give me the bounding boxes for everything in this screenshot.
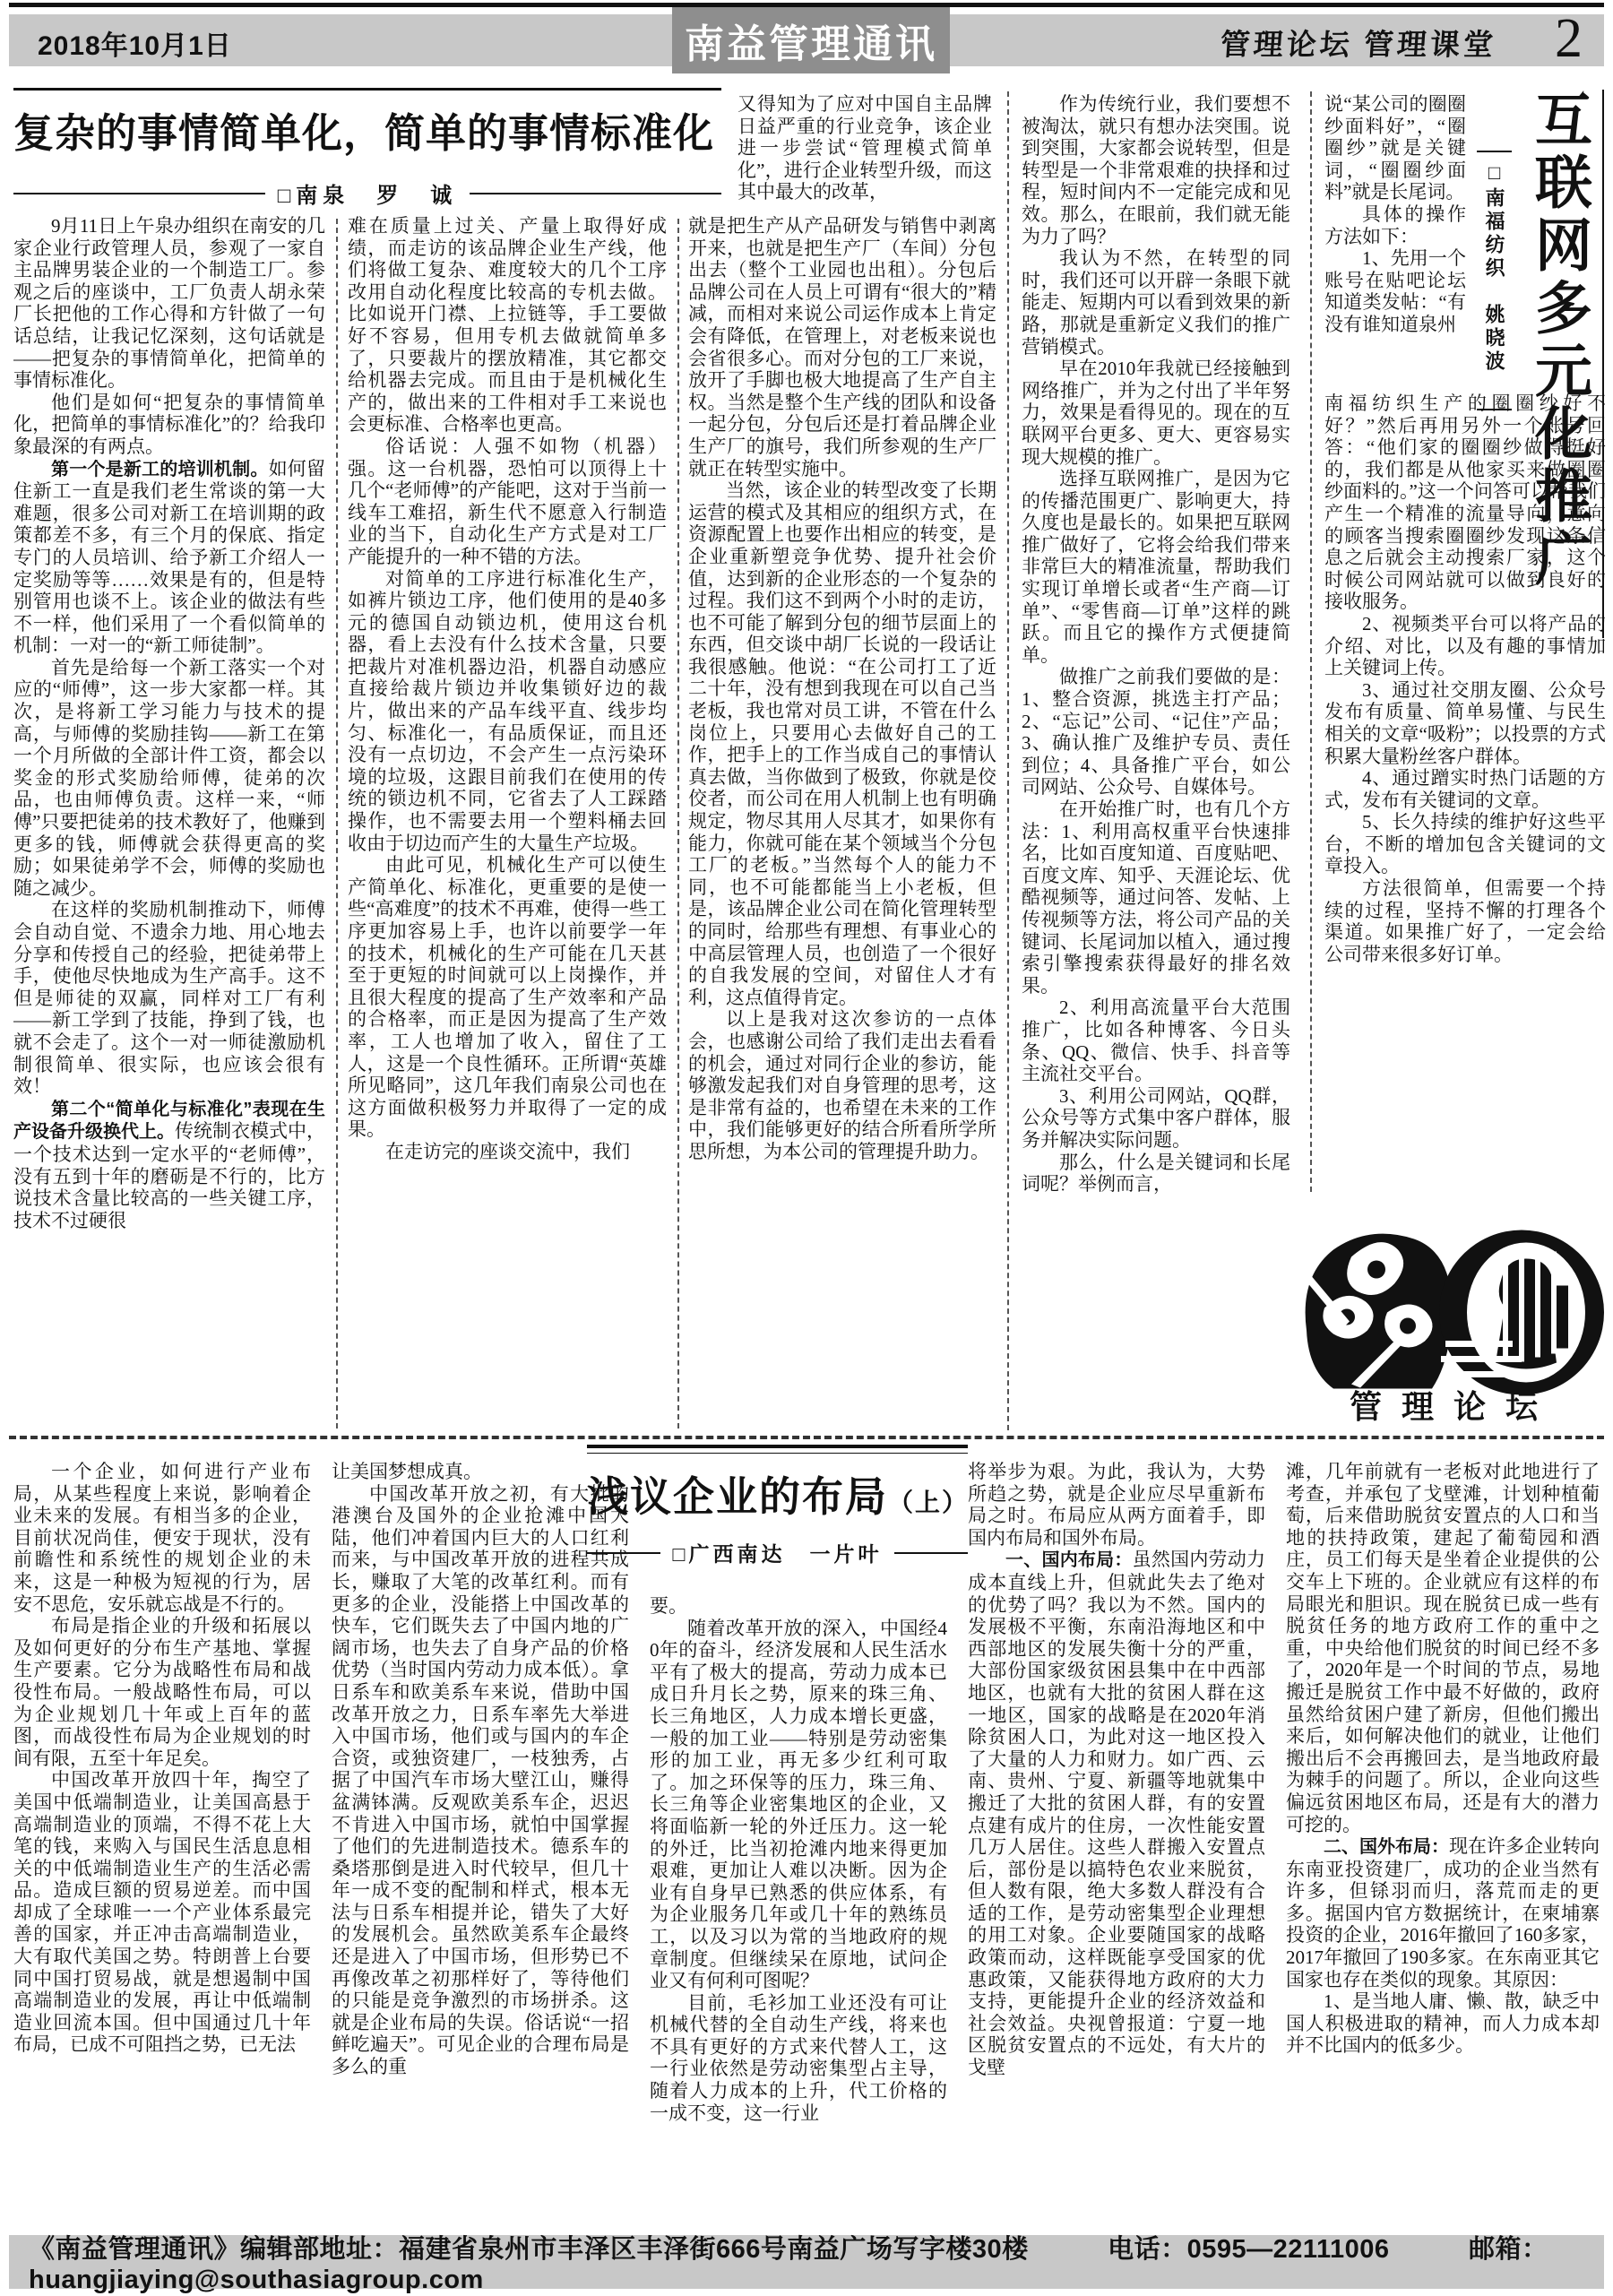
flower-icon bbox=[1306, 1234, 1452, 1389]
date-label: 2018年10月1日 bbox=[38, 31, 232, 61]
article2-narrow-column: 说“某公司的圈圈纱面料好”，“圈圈纱”就是关键词，“圈圈纱面料”就是长尾词。 具体的操作方法如下： 1、先用一个账号在贴吧论坛知道类发帖：“有没有谁知道泉州 bbox=[1324, 93, 1466, 335]
article1-byline: □南泉 罗 诚 bbox=[277, 185, 458, 208]
headline-rule bbox=[587, 1453, 968, 1454]
column-divider bbox=[336, 219, 338, 1429]
byline-rule-left bbox=[13, 193, 265, 194]
article2-vertical-title: 互联网多元化推广 bbox=[1527, 90, 1591, 591]
masthead bbox=[672, 7, 950, 73]
column-divider bbox=[1007, 91, 1009, 1430]
page-number: 2 bbox=[1555, 8, 1583, 69]
column-divider bbox=[677, 219, 679, 1429]
article1-column-4: 作为传统行业，我们要想不被淘汰，就只有想办法突围。说到突围，大家都会说转型，但是转型是一个非常艰难的抉择和过程，短时间内不一定能完成和见效。那么，在眼前，我们就无能为力了吗？ 我认为不然，在转型的同时，我们还可以开辟一条眼下就能走、短期内可以看到效果的新路，那就是重新定义我们的推广营销模式。 早在2010年我就已经接触到网络推广，并为之付出了半年努力，效果是看得见的。现在的互联网平台更多、更大、更容易实现大规模的推广。 选择互联网推广，是因为它的传播范围更广、影响更大，持久度也是最长的。如果把互联网推广做好了，它将会给我们带来非常巨大的精准流量，帮助我们实现订单增长或者“生产商—订单”、“零售商—订单”这样的跳跃。而且它的操作方式便捷简单。 做推广之前我们要做的是：1、整合资源，挑选主打产品；2、“忘记”公司、“记住”产品；3、确认推广及维护专员、责任到位；4、具备推广平台，如公司网站、公众号、自媒体号。 在开始推广时，也有几个方法：1、利用高权重平台快速排名，比如百度知道、百度贴吧、百度文库、知乎、天涯论坛、优酷视频等，通过问答、发帖、上传视频等方法，将公司产品的关键词、长尾词加以植入，通过搜索引擎搜索获得最好的排名效果。 2、利用高流量平台大范围推广，比如各种博客、今日头条、QQ、微信、快手、抖音等主流社交平台。 3、利用公司网站，QQ群，公众号等方式集中客户群体，服务并解决实际问题。 那么，什么是关键词和长尾词呢？举例而言， bbox=[1022, 93, 1290, 1195]
masthead-title: 南益管理通讯 bbox=[685, 22, 937, 66]
article3-column-3: 要。 随着改革开放的深入，中国经40年的奋斗，经济发展和人民生活水平有了极大的提高，劳动力成本已成日升月长之势，原来的珠三角、长三角地区，人力成本增长更盛，一般的加工业——特别是劳动密集形的加工业，再无多少红利可取了。加之环保等的压力，珠三角、长三角等企业密集地区的企业，又将面临新一轮的外迁压力。这一轮的外迁，比当初抢滩内地来得更加艰难，更加让人难以决断。因为企业有自身早已熟悉的供应体系，有为企业服务几年或几十年的熟练员工，以及习以为常的当地政府的规章制度。但继续呆在原地，试问企业又有何利可图呢？ 目前，毛衫加工业还没有可让机械代替的全自动生产线，将来也不具有更好的方式来代替人工，这一行业依然是劳动密集型占主导，随着人力成本的上升，代工价格的一成不变，这一行业 bbox=[650, 1595, 947, 2124]
article2-wide-column: 南福纺织生产的圈圈纱好不好？”然后再用另外一个账号回答：“他们家的圈圈纱做得挺好的，我们都是从他家买来做圈圈纱面料的。”这一个问答可以帮我们产生一个精准的流量导向，意向的顾客当搜索圈圈纱发现这条信息之后就会主动搜索厂家，这个时候公司网站就可以做到良好的接收服务。 2、视频类平台可以将产品的介绍、对比，以及有趣的事情加上关键词上传。 3、通过社交朋友圈、公众号发布有质量、简单易懂、与民生相关的文章“吸粉”；以投票的方式积累大量粉丝客户群体。 4、通过蹭实时热门话题的方式，发布有关键词的文章。 5、长久持续的维护好这些平台，不断的增加包含关键词的文章投入。 方法很简单，但需要一个持续的过程，坚持不懈的打理各个渠道。如果推广好了，一定会给公司带来很多好订单。 bbox=[1324, 393, 1606, 965]
article3-title-text: 浅议企业的布局 bbox=[587, 1474, 888, 1520]
window-figure-icon bbox=[1439, 1230, 1604, 1395]
article1-column-1: 9月11日上午泉办组织在南安的几家企业行政管理人员，参观了一家自主品牌男装企业的一个制造工厂。参观之后的座谈中，工厂负责人胡永荣厂长把他的工作心得和方针做了一句话总结，让我记忆深刻，这句话就是——把复杂的事情简单化，把简单的事情标准化。 他们是如何“把复杂的事情简单化，把简单的事情标准化”的？给我印象最深的有两点。 第一个是新工的培训机制。如何留住新工一直是我们老生常谈的第一大难题，很多公司对新工在培训期的政策都差不多，有三个月的保底、指定专门的人员培训、给予新工介绍人一定奖励等等……效果是有的，但是特别管用也谈不上。该企业的做法有些不一样，他们采用了一个看似简单的机制：一对一的“新工师徒制”。 首先是给每一个新工落实一个对应的“师傅”，这一步大家都一样。其次，是将新工学习能力与技术的提高，与师傅的奖励挂钩——新工在第一个月所做的全部计件工资，都会以奖金的形式奖励给师傅，徒弟的次品，也由师傅负责。这样一来，“师傅”只要把徒弟的技术教好了，他赚到更多的钱，师傅就会获得更高的奖励；如果徒弟学不会，师傅的奖励也随之减少。 在这样的奖励机制推动下，师傅会自动自觉、不遗余力地、用心地去分享和传授自己的经验，把徒弟带上手，使他尽快地成为生产高手。这不但是师徒的双赢，同样对工厂有利——新工学到了技能，挣到了钱，也就不会走了。这个一对一师徒激励机制很简单、很实际，也应该会很有效！ 第二个“简单化与标准化”表现在生产设备升级换代上。传统制衣模式中，一个技术达到一定水平的“老师傅”，没有五到十年的磨砺是不行的，比方说技术含量比较高的一些关键工序，技术不过硬很 bbox=[13, 215, 325, 1231]
footer-bar bbox=[9, 2235, 1604, 2294]
article3-byline: □广西南达 一片叶 bbox=[672, 1543, 883, 1566]
article3-title-suffix: （上） bbox=[888, 1489, 970, 1517]
article1-headline: 复杂的事情简单化，简单的事情标准化 bbox=[13, 111, 715, 156]
column-divider bbox=[1310, 91, 1312, 1192]
section-labels: 管理论坛 管理课堂 bbox=[1219, 30, 1498, 62]
headline-rule bbox=[587, 1445, 968, 1448]
headline-rule bbox=[13, 88, 721, 91]
article1-byline-row bbox=[13, 177, 721, 209]
section-divider bbox=[9, 1436, 1604, 1439]
article1-column-2: 难在质量上过关、产量上取得好成绩，而走访的该品牌企业生产线，他们将做工复杂、难度较大的几个工序改用自动化程度比较高的专机去做。比如说开门襟、上拉链等，手工要做好不容易，但用专机去做就简单多了，只要裁片的摆放精准，其它都交给机器去完成。而且由于是机械化生产的，做出来的工件相对手工来说也会更标准、合格率也更高。 俗话说：人强不如物（机器）强。这一台机器，恐怕可以顶得上十几个“老师傅”的产能吧，这对于当前一线车工难招，新生代不愿意入行制造业的当下，自动化生产方式是对工厂产能提升的一种不错的方法。 对简单的工序进行标准化生产，如裤片锁边工序，他们使用的是40多元的德国自动锁边机，使用这台机器，看上去没有什么技术含量，只要把裁片对准机器边沿，机器自动感应直接给裁片锁边并收集锁好边的裁片，做出来的产品车线平直、线步均匀、标准化一，有品质保证，而且还没有一点切边，不会产生一点污染环境的垃圾，这跟目前我们在使用的传统的锁边机不同，它省去了人工踩踏操作，也不需要去用一个塑料桶去回收由于切边而产生的大量生产垃圾。 由此可见，机械化生产可以使生产简单化、标准化，更重要的是使一些“高难度”的技术不再难，使得一些工序更加容易上手，也许以前要学一年的技术，机械化的生产可能在几天甚至于更短的时间就可以上岗操作，并且很大程度的提高了生产效率和产品的合格率，而正是因为提高了生产效率，工人也增加了收入，留住了工人，这是一个良性循环。正所谓“英雄所见略同”，这几年我们南泉公司也在这方面做积极努力并取得了一定的成果。 在走访完的座谈交流中，我们 bbox=[348, 215, 667, 1162]
byline-rule-right bbox=[470, 193, 721, 194]
article1-column-3: 就是把生产从产品研发与销售中剥离开来，也就是把生产厂（车间）分包出去（整个工业园也出租）。分包后品牌公司在人员上可谓有“很大的”精减，而相对来说公司运作成本上肯定会有降低，在管理上，对老板来说也会省很多心。而对分包的工厂来说，放开了手脚也极大地提高了生产自主权。当然是整个生产线的团队和设备一起分包，分包后还是打着品牌企业生产厂的旗号，我们所参观的生产厂就正在转型实施中。 当然，该企业的转型改变了长期运营的模式及其相应的组织方式，在资源配置上也要作出相应的转变，是企业重新塑竞争优势、提升社会价值，达到新的企业形态的一个复杂的过程。我们这不到两个小时的走访，也不可能了解到分包的细节层面上的东西，但交谈中胡厂长说的一段话让我很感触。他说：“在公司打工了近二十年，没有想到我现在可以自己当老板，我也常对员工讲，不管在什么岗位上，只要用心去做好自己的工作，把手上的工作当成自己的事情认真去做，当你做到了极致，你就是佼佼者，而公司在用人机制上也有明确规定，物尽其用人尽其才，如果你有能力，你就可能在某个领域当个分包工厂的老板。”当然每个人的能力不同，也不可能都能当上小老板，但是，该品牌企业公司在简化管理转型的同时，给那些有理想、有事业心的中高层管理人员，也创造了一个很好的自我发展的空间，对留住人才有利，这点值得肯定。 以上是我对这次参访的一点体会，也感谢公司给了我们走出去看看的机会，通过对同行企业的参访，能够激发起我们对自身管理的思考，这是非常有益的，也希望在未来的工作中，我们能够更好的结合所看所学所思所想，为本公司的管理提升助力。 bbox=[688, 215, 996, 1162]
footer-text: 《南益管理通讯》编辑部地址：福建省泉州市丰泽区丰泽街666号南益广场写字楼30楼 电话：0595—22111006 邮箱：huangjiaying@southasiagroup.com bbox=[29, 2235, 1548, 2294]
article1-wrap-column: 又得知为了应对中国自主品牌日益严重的行业竞争，该企业进一步尝试“管理模式简单化”，进行企业转型升级，而这其中最大的改革， bbox=[737, 93, 992, 203]
article2-byline: □南福纺织 姚晓波 bbox=[1477, 151, 1512, 410]
forum-caption: 管理论坛 bbox=[1349, 1388, 1557, 1425]
article3-column-5: 滩，几年前就有一老板对此地进行了考查，并承包了戈壁滩，计划种植葡萄，后来借助脱贫安置点的人口和当地的扶持政策，建起了葡萄园和酒庄，员工们每天是坐着企业提供的公交车上下班的。企业就应有这样的布局眼光和胆识。现在脱贫已成一些有脱贫任务的地方政府工作的重中之重，中央给他们脱贫的时间已经不多了，2020年是一个时间的节点，易地搬迁是脱贫工作中最不好做的，政府虽然给贫困户建了新房，但他们搬出来后，如何解决他们的就业，让他们搬出后不会再搬回去，是当地政府最为棘手的问题了。所以，企业向这些偏远贫困地区布局，还是有大的潜力可挖的。 二、国外布局：现在许多企业转向东南亚投资建厂，成功的企业当然有许多，但铩羽而归，落荒而走的更多。据国内官方数据统计，在柬埔寨投资的企业，2016年撤回了160多家，2017年撤回了190多家。在东南亚其它国家也存在类似的现象。其原因： 1、是当地人庸、懒、散，缺乏中国人积极进取的精神，而人力成本却并不比国内的低多少。 bbox=[1286, 1461, 1600, 2057]
article3-column-1: 一个企业，如何进行产业布局，从某些程度上来说，影响着企业未来的发展。有相当多的企业，目前状况尚佳，便安于现状，没有前瞻性和系统性的规划企业的未来，这是一种极为短视的行为，居安不思危，安乐就忘战是不行的。 布局是指企业的升级和拓展以及如何更好的分布生产基地、掌握生产要素。它分为战略性布局和战役性布局。一般战略性布局，可以为企业规划几十年或上百年的蓝图，而战役性布局为企业规划的时间有限，五至十年足矣。 中国改革开放四十年，掏空了美国中低端制造业，让美国高悬于高端制造业的顶端，不得不花上大笔的钱，来购入与国民生活息息相关的中低端制造业生产的生活必需品。造成巨额的贸易逆差。而中国却成了全球唯一一个产业体系最完善的国家，并正冲击高端制造业，大有取代美国之势。特朗普上台要同中国打贸易战，就是想遏制中国高端制造业的发展，再让中低端制造业回流本国。但中国通过几十年布局，已成不可阻挡之势，已无法 bbox=[13, 1461, 311, 2056]
article3-column-4: 将举步为艰。为此，我认为，大势所趋之势，就是企业应尽早重新布局之时。布局应从两方面着手，即国内布局和国外布局。 一、国内布局：虽然国内劳动力成本直线上升，但就此失去了绝对的优势了吗？我以为不然。国内的发展极不平衡，东南沿海地区和中西部地区的发展失衡十分的严重，大部份国家级贫困县集中在中西部地区，也就有大批的贫困人群在这一地区，国家的战略是在2020年消除贫困人口，为此对这一地区投入了大量的人力和财力。如广西、云南、贵州、宁夏、新疆等地就集中搬迁了大批的贫困人群，有的安置点建有成片的住房，一次性能安置几万人居住。这些人群搬入安置点后，部份是以搞特色农业来脱贫，但人数有限，绝大多数人群没有合适的工作，是劳动密集型企业理想的用工对象。企业要随国家的战略政策而动，这样既能享受国家的优惠政策，又能获得地方政府的大力支持，更能提升企业的经济效益和社会效益。央视曾报道：宁夏一地区脱贫安置点的不远处，有大片的戈壁 bbox=[968, 1461, 1265, 2079]
article3-column-2: 让美国梦想成真。 中国改革开放之初，有大批的港澳台及国外的企业抢滩中国大陆，他们冲着国内巨大的人口红利而来，与中国改革开放的进程共成长，赚取了大笔的改革红利。而有更多的企业，没能搭上中国改革的快车，它们既失去了中国内地的广阔市场，也失去了自身产品的价格优势（当时国内劳动力成本低）。拿日系车和欧美系车来说，借助中国改革开放之力，日系车率先大举进入中国市场，他们或与国内的车企合资，或独资建厂，一枝独秀，占据了中国汽车市场大壁江山，赚得盆满钵满。反观欧美系车企，迟迟不肯进入中国市场，就怕中国掌握了他们的先进制造技术。德系车的桑塔那倒是进入时代较早，但几十年一成不变的配制和样式，根本无法与日系车相提并论，错失了大好的发展机会。虽然欧美系车企最终还是进入了中国市场，但形势已不再像改革之初那样好了，等待他们的只能是竞争激烈的市场拼杀。这就是企业布局的失误。俗话说“一招鲜吃遍天”。可见企业的合理布局是多么的重 bbox=[332, 1461, 629, 2078]
